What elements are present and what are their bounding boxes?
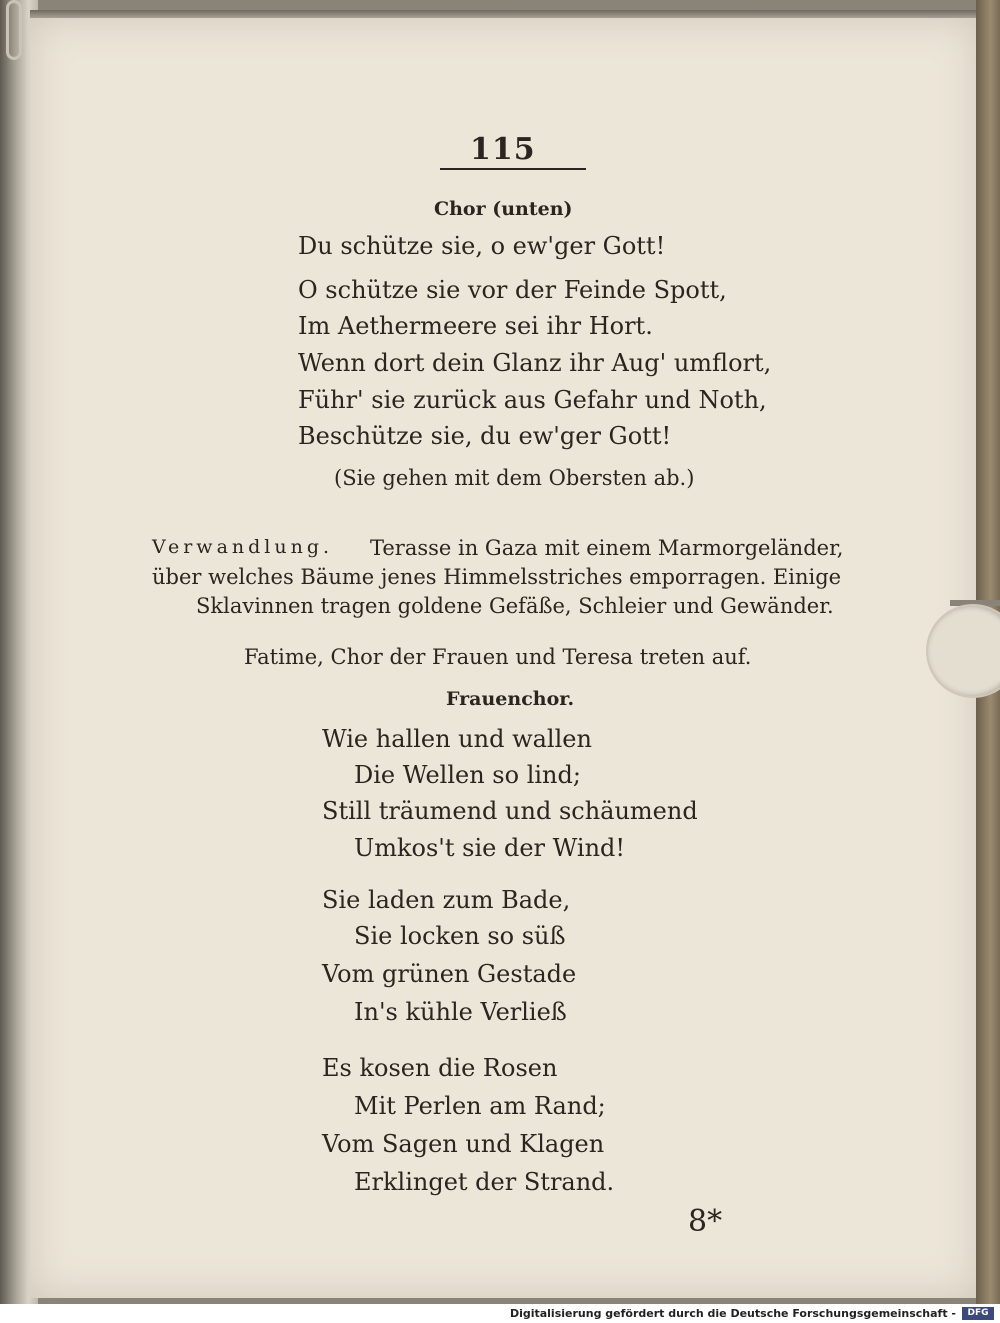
verse-line: Sie laden zum Bade, bbox=[322, 886, 571, 914]
frauenchor-heading: Frauenchor. bbox=[446, 688, 575, 710]
signature-mark: 8* bbox=[688, 1204, 723, 1239]
verse-line: Mit Perlen am Rand; bbox=[354, 1092, 606, 1120]
entrance-direction: Fatime, Chor der Frauen und Teresa treten auf. bbox=[244, 645, 752, 669]
verse-line: Führ' sie zurück aus Gefahr und Noth, bbox=[298, 386, 767, 414]
verse-line: Sie locken so süß bbox=[354, 922, 566, 950]
stage-direction: (Sie gehen mit dem Obersten ab.) bbox=[334, 466, 695, 490]
binding-ring bbox=[6, 0, 22, 60]
scene-description: Sklavinnen tragen goldene Gefäße, Schleier und Gewänder. bbox=[196, 594, 834, 618]
scene-change-label: Verwandlung. bbox=[152, 536, 334, 558]
footer-bar bbox=[0, 1304, 1000, 1323]
dfg-logo: DFG bbox=[962, 1307, 994, 1320]
verse-line: Du schütze sie, o ew'ger Gott! bbox=[298, 232, 666, 260]
verse-line: Vom grünen Gestade bbox=[322, 960, 577, 988]
page-number: 115 bbox=[470, 132, 536, 167]
verse-line: Erklinget der Strand. bbox=[354, 1168, 615, 1196]
chor-heading: Chor (unten) bbox=[434, 198, 573, 220]
footer-credit: Digitalisierung gefördert durch die Deutsche Forschungsgemeinschaft - bbox=[509, 1307, 956, 1320]
verse-line: Die Wellen so lind; bbox=[354, 761, 581, 789]
header-rule bbox=[440, 168, 586, 170]
verse-line: Wenn dort dein Glanz ihr Aug' umflort, bbox=[298, 349, 772, 377]
scene-description: Terasse in Gaza mit einem Marmorgeländer, bbox=[370, 536, 844, 560]
verse-line: Umkos't sie der Wind! bbox=[354, 834, 626, 862]
verse-line: Vom Sagen und Klagen bbox=[322, 1130, 605, 1158]
verse-line: O schütze sie vor der Feinde Spott, bbox=[298, 276, 727, 304]
verse-line: Es kosen die Rosen bbox=[322, 1054, 558, 1082]
scene-description: über welches Bäume jenes Himmelsstriches emporragen. Einige bbox=[152, 565, 842, 589]
verse-line: Still träumend und schäumend bbox=[322, 797, 698, 825]
verse-line: Beschütze sie, du ew'ger Gott! bbox=[298, 422, 672, 450]
verse-line: Wie hallen und wallen bbox=[322, 725, 592, 753]
verse-line: Im Aethermeere sei ihr Hort. bbox=[298, 312, 653, 340]
verse-line: In's kühle Verließ bbox=[354, 998, 567, 1026]
